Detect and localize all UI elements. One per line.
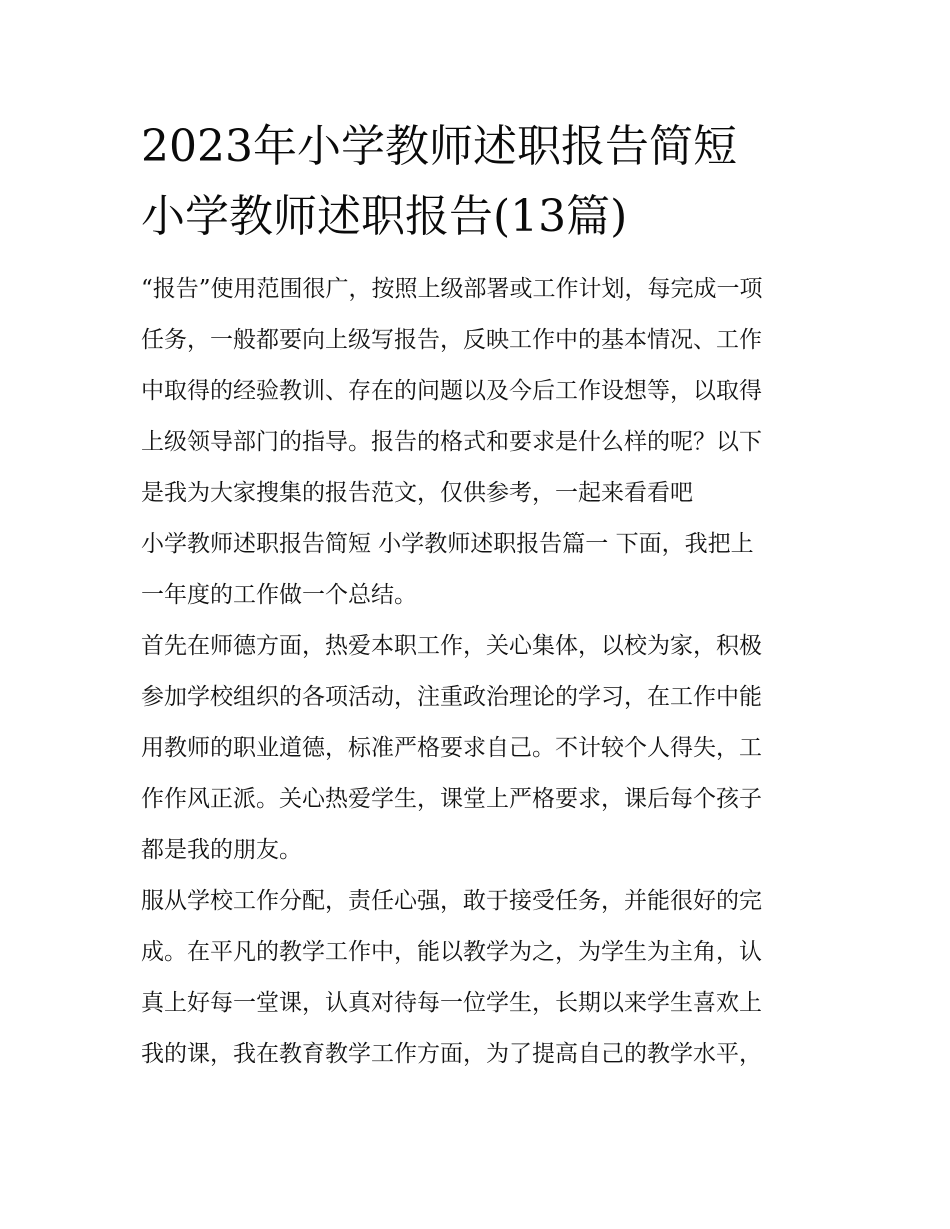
paragraph-section-heading — [141, 519, 813, 621]
text-line: 任务，一般都要向上级写报告，反映工作中的基本情况、工作 — [141, 327, 762, 353]
text-line: 真上好每一堂课，认真对待每一位学生，长期以来学生喜欢上 — [141, 990, 762, 1016]
paragraph-intro — [141, 264, 813, 519]
text-line: “报告”使用范围很广，按照上级部署或工作计划，每完成一项 — [141, 276, 763, 302]
text-line: 成。在平凡的教学工作中，能以教学为之，为学生为主角，认 — [141, 939, 762, 965]
text-line: 参加学校组织的各项活动，注重政治理论的学习，在工作中能 — [141, 684, 762, 710]
text-line: 中取得的经验教训、存在的问题以及今后工作设想等，以取得 — [141, 378, 762, 404]
text-line: 一年度的工作做一个总结。 — [141, 582, 417, 608]
text-line: 上级领导部门的指导。报告的格式和要求是什么样的呢？以下 — [141, 429, 762, 455]
document-content — [141, 112, 813, 1080]
document-title — [141, 112, 813, 252]
text-line: 作作风正派。关心热爱学生，课堂上严格要求，课后每个孩子 — [141, 786, 762, 812]
text-line: 都是我的朋友。 — [141, 837, 302, 863]
paragraph-teaching — [141, 876, 813, 1080]
text-line: 首先在师德方面，热爱本职工作，关心集体，以校为家，积极 — [141, 633, 762, 659]
title-line: 2023年小学教师述职报告简短 — [141, 121, 737, 172]
text-line: 服从学校工作分配，责任心强，敢于接受任务，并能很好的完 — [141, 888, 762, 914]
paragraph-ethics — [141, 621, 813, 876]
text-line: 用教师的职业道德，标准严格要求自己。不计较个人得失，工 — [141, 735, 762, 761]
text-line: 小学教师述职报告简短 小学教师述职报告篇一 下面，我把上 — [141, 531, 754, 557]
text-line: 是我为大家搜集的报告范文，仅供参考，一起来看看吧 — [141, 480, 693, 506]
title-line: 小学教师述职报告(13篇) — [141, 191, 628, 242]
text-line: 我的课，我在教育教学工作方面，为了提高自己的教学水平， — [141, 1041, 762, 1067]
